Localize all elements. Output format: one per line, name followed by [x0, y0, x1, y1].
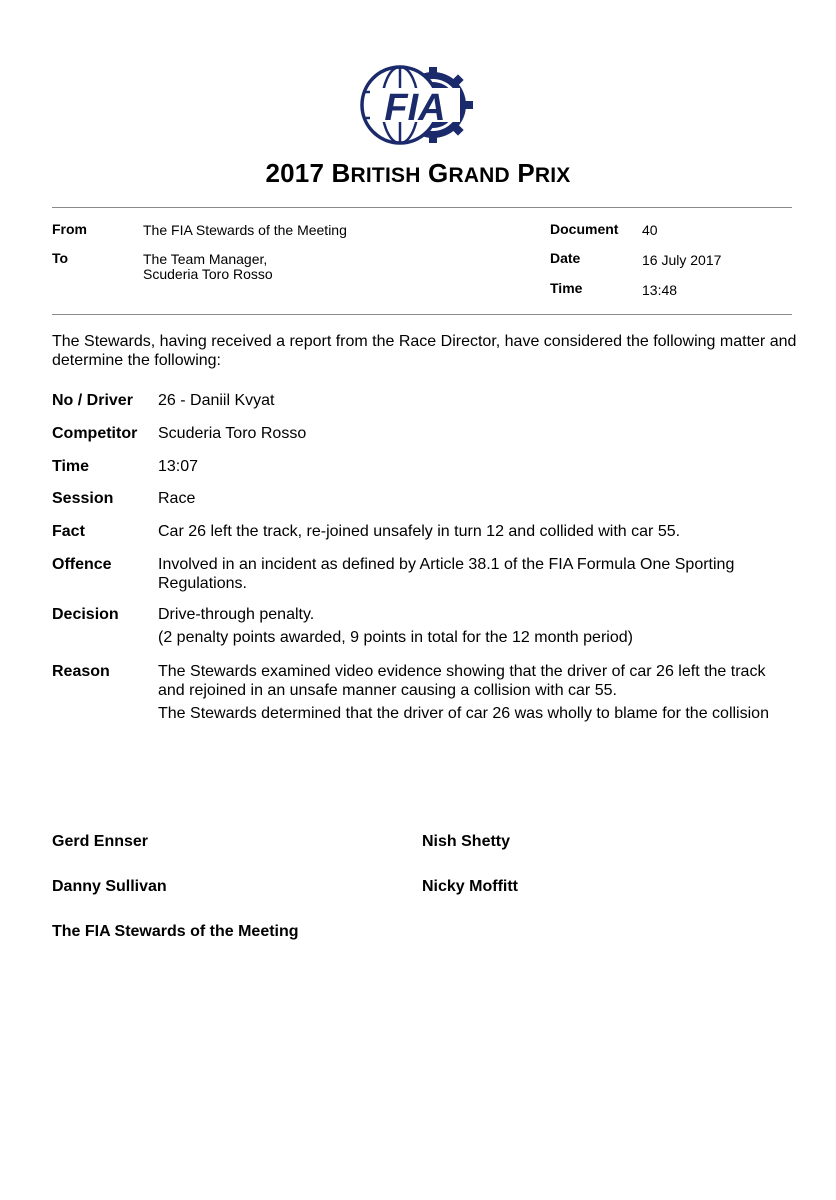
fact-value: Car 26 left the track, re-joined unsafely in turn 12 and collided with car 55.	[158, 523, 681, 540]
decision-value	[158, 605, 798, 647]
driver-label: No / Driver	[52, 392, 133, 409]
decision-line2: (2 penalty points awarded, 9 points in total for the 12 month period)	[158, 629, 633, 646]
competitor-label: Competitor	[52, 425, 138, 442]
reason-line3: The Stewards determined that the driver of car 26 was wholly to blame for the collision	[158, 705, 769, 722]
to-value-line2: Scuderia Toro Rosso	[143, 266, 273, 282]
intro-text: The Stewards, having received a report from the Race Director, have considered the following matter and determine the following:	[52, 333, 797, 369]
offence-line1: Involved in an incident as defined by Article 38.1 of the FIA Formula One Sporting	[158, 556, 735, 573]
date-label: Date	[550, 250, 581, 266]
reason-value	[158, 662, 798, 723]
document-label: Document	[550, 221, 619, 237]
time-label: Time	[550, 280, 583, 296]
incident-time-value: 13:07	[158, 458, 199, 475]
header-bottom-rule	[52, 314, 792, 315]
offence-label: Offence	[52, 556, 112, 573]
decision-line1: Drive-through penalty.	[158, 606, 315, 623]
title-word-2: GRAND	[428, 158, 510, 188]
to-value-line1: The Team Manager,	[143, 251, 268, 267]
header-top-rule	[52, 207, 792, 208]
competitor-value: Scuderia Toro Rosso	[158, 425, 307, 442]
date-value: 16 July 2017	[642, 252, 722, 268]
document-title	[0, 158, 836, 189]
incident-time-label: Time	[52, 458, 90, 475]
offence-line2: Regulations.	[158, 575, 247, 592]
steward-signature-1: Gerd Ennser	[52, 833, 149, 850]
from-value: The FIA Stewards of the Meeting	[143, 222, 347, 238]
steward-signature-2: Nish Shetty	[422, 833, 511, 850]
reason-line1: The Stewards examined video evidence showing that the driver of car 26 left the track	[158, 663, 766, 680]
to-label: To	[52, 250, 69, 266]
session-label: Session	[52, 490, 114, 507]
fia-logo-text: FIA	[384, 87, 446, 129]
from-label: From	[52, 221, 87, 237]
steward-signature-3: Danny Sullivan	[52, 878, 167, 895]
steward-signature-4: Nicky Moffitt	[422, 878, 518, 895]
title-word-3: PRIX	[517, 158, 571, 188]
title-word-1: BRITISH	[331, 158, 421, 188]
title-year: 2017	[265, 158, 325, 188]
time-value: 13:48	[642, 282, 678, 298]
stewards-footer: The FIA Stewards of the Meeting	[52, 923, 299, 940]
fact-label: Fact	[52, 523, 85, 540]
offence-value	[158, 555, 798, 593]
decision-label: Decision	[52, 606, 119, 623]
reason-label: Reason	[52, 663, 110, 680]
session-value: Race	[158, 490, 196, 507]
reason-line2: and rejoined in an unsafe manner causing a collision with car 55.	[158, 682, 617, 699]
driver-value: 26 - Daniil Kvyat	[158, 392, 275, 409]
fia-logo	[358, 64, 478, 146]
document-value: 40	[642, 222, 658, 238]
